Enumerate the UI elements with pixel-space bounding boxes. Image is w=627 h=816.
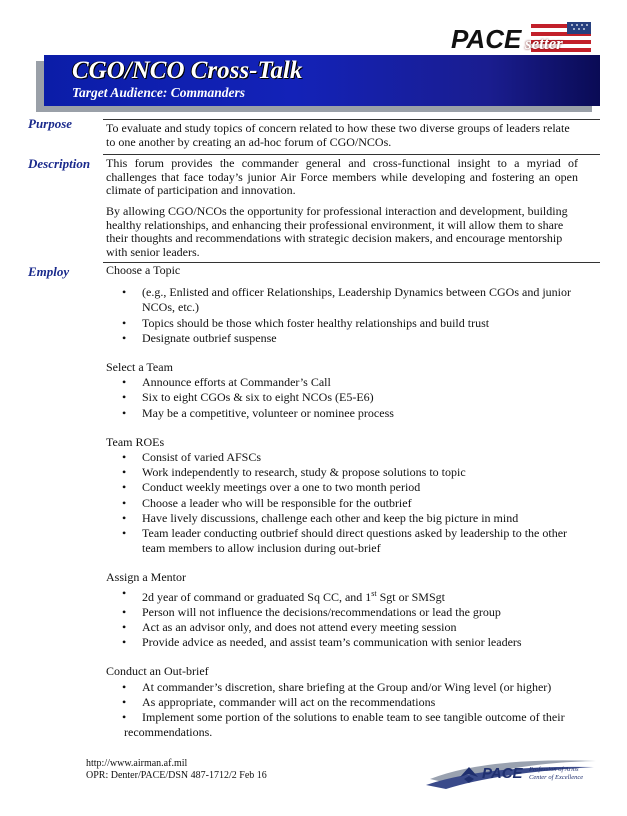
purpose-rule: [103, 119, 600, 120]
section-heading: Assign a Mentor: [106, 570, 186, 585]
list-item: [142, 586, 576, 605]
list-item: • Choose a leader who will be responsible for the outbrief: [142, 496, 576, 511]
pace-logo-line1: Profession of Arms: [529, 766, 579, 773]
footer: [86, 758, 267, 782]
purpose-text: To evaluate and study topics of concern related to how these two diverse groups of leaders relate to one another by creating an ad-hoc forum of CGO/NCOs.: [106, 121, 570, 149]
list-item: • As appropriate, commander will act on the recommendations: [142, 695, 576, 710]
description-rule: [103, 154, 600, 155]
bullet-list: [106, 375, 576, 421]
mentor-item-text-end: Sgt or SMSgt: [376, 589, 445, 604]
purpose-label: Purpose: [28, 116, 73, 131]
list-item: • Person will not influence the decisions/recommendations or lead the group: [142, 605, 576, 620]
list-item: • Provide advice as needed, and assist team’s communication with senior leaders: [142, 635, 576, 650]
list-item: • Six to eight CGOs & six to eight NCOs (E5-E6): [142, 390, 576, 405]
list-item: • Work independently to research, study & propose solutions to topic: [142, 465, 576, 480]
pace-logo-line2: Center of Excellence: [529, 774, 584, 781]
list-item: • Team leader conducting outbrief should direct questions asked by leadership to the other team members to allow inclusion during out-brief: [142, 526, 576, 556]
ordinal-suffix: st: [371, 588, 377, 598]
list-item: • Consist of varied AFSCs: [142, 450, 576, 465]
description-label: Description: [28, 156, 91, 171]
list-item: • Have lively discussions, challenge each other and keep the big picture in mind: [142, 511, 576, 526]
list-item: • Announce efforts at Commander’s Call: [142, 375, 576, 390]
bullet-list: [106, 586, 576, 651]
list-item: • May be a competitive, volunteer or nominee process: [142, 406, 576, 421]
section-heading: Team ROEs: [106, 434, 165, 449]
list-item: [124, 710, 576, 740]
employ-content: [106, 263, 576, 740]
section-heading: Conduct an Out-brief: [106, 664, 209, 679]
section-heading: Choose a Topic: [106, 263, 181, 277]
pace-logo-name: PACE: [482, 765, 523, 782]
list-item: • Act as an advisor only, and does not attend every meeting session: [142, 620, 576, 635]
list-item: • Conduct weekly meetings over a one to two month period: [142, 480, 576, 495]
mentor-item-text: 2d year of command or graduated Sq CC, and 1: [142, 589, 372, 604]
list-item: • Designate outbrief suspense: [142, 331, 576, 346]
target-audience: Target Audience: Commanders: [72, 85, 246, 100]
list-item: • At commander’s discretion, share briefing at the Group and/or Wing level (or higher): [142, 680, 576, 695]
page-title: CGO/NCO Cross-Talk: [72, 57, 303, 84]
employ-label: Employ: [28, 264, 70, 279]
bullet-list: [106, 450, 576, 556]
bullet-list: [106, 680, 576, 741]
pace-coe-logo: [426, 755, 598, 791]
list-item: • Topics should be those which foster healthy relationships and build trust: [142, 316, 576, 331]
description-text-2: By allowing CGO/NCOs the opportunity for professional interaction and development, building healthy relationships, and enhancing their professional environment, it will allow them to share their thoughts and recommendations with strategic decision makers, and encourage mentorship with senior leaders.: [106, 204, 568, 259]
logo-main-text: PACE: [451, 24, 522, 54]
list-item-text: • Implement some portion of the solutions to enable team to see tangible outcome of their recommendations.: [124, 710, 565, 740]
footer-opr: OPR: Denter/PACE/DSN 487-1712/2 Feb 16: [86, 770, 267, 781]
title-banner: [44, 55, 600, 106]
bullet-list: [106, 285, 576, 346]
section-heading: Select a Team: [106, 360, 173, 375]
description-text-1: This forum provides the commander general and cross-functional insight to a myriad of challenges that face today’s junior Air Force members while developing and fostering an open climate of participation and innovation.: [106, 156, 578, 197]
logo-script-text: setter: [525, 34, 563, 53]
footer-url[interactable]: http://www.airman.af.mil: [86, 758, 188, 769]
list-item: • (e.g., Enlisted and officer Relationships, Leadership Dynamics between CGOs and junior NCOs, etc.): [142, 285, 576, 315]
